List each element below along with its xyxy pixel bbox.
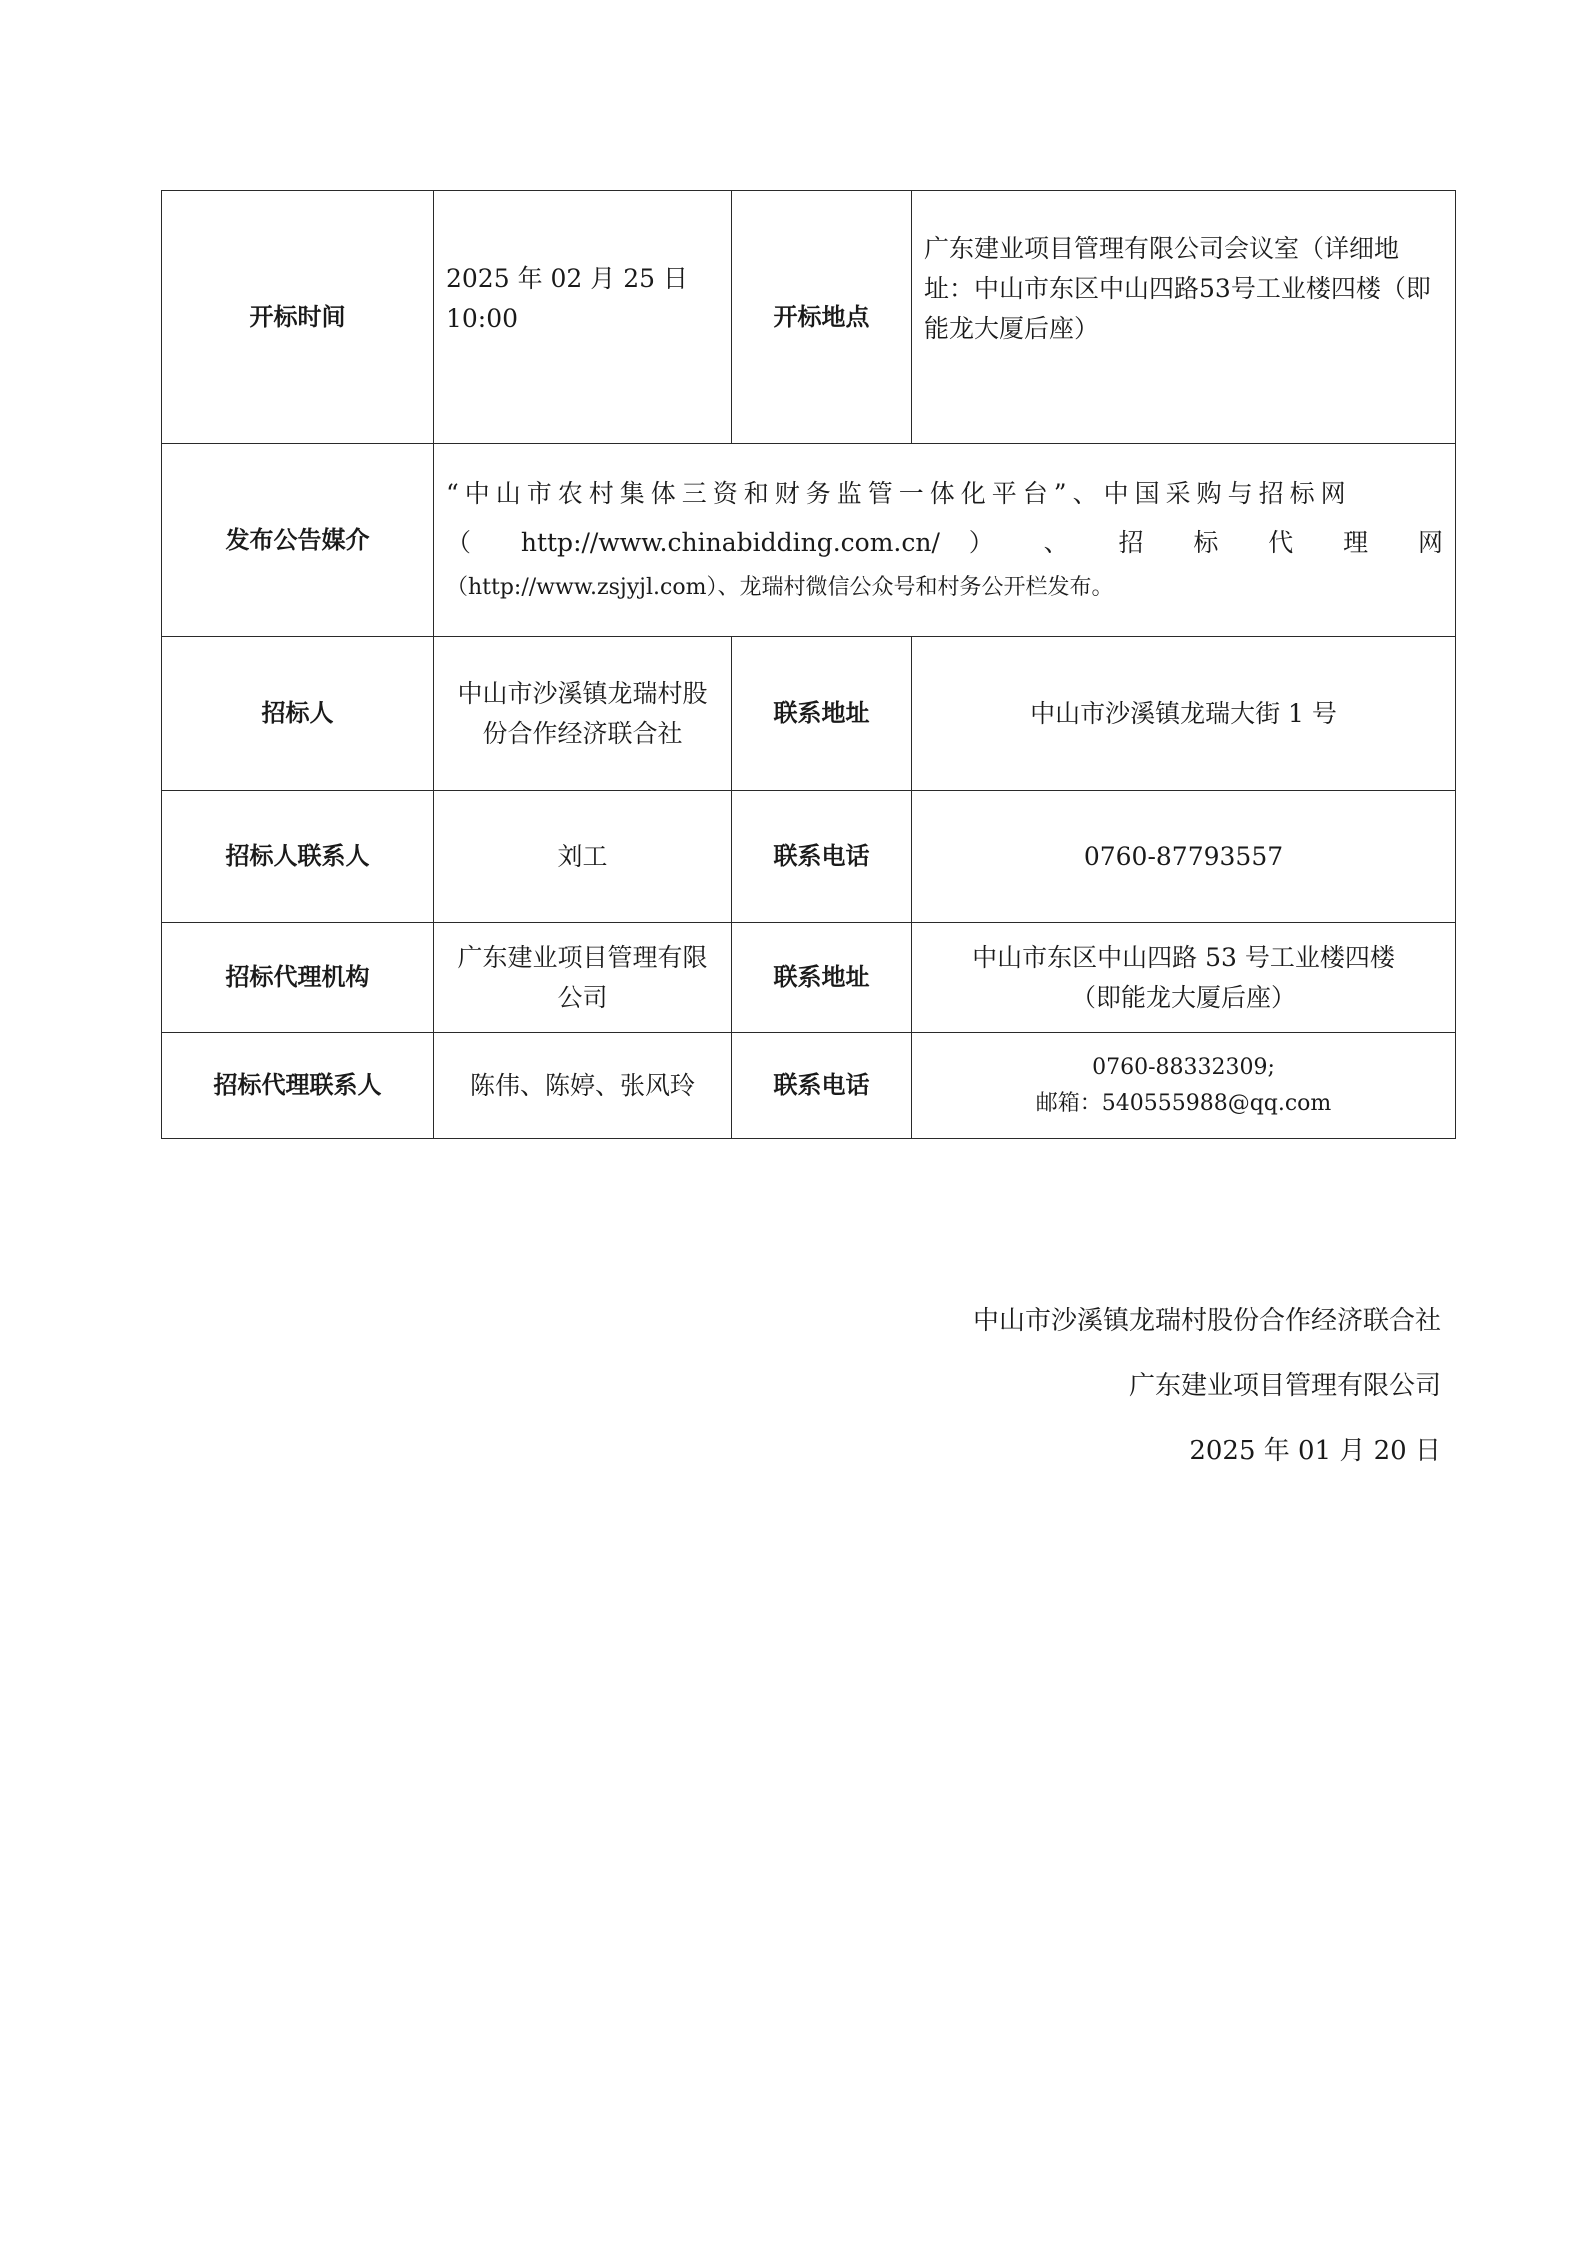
row-agency-contact [162, 1033, 1456, 1139]
agency-email: 邮箱：540555988@qq.com [1035, 1090, 1332, 1116]
agency-address-line2: （即能龙大厦后座） [1070, 982, 1296, 1012]
value-tenderer-phone: 0760-87793557 [912, 791, 1456, 923]
value-agency-phone [912, 1033, 1456, 1139]
label-tenderer-phone: 联系电话 [732, 791, 912, 923]
value-opening-place: 广东建业项目管理有限公司会议室（详细地址：中山市东区中山四路53号工业楼四楼（即能龙大厦后座） [912, 191, 1456, 444]
media-chinabidding: （ http://www.chinabidding.com.cn/ ） 、 招 标 代 理 网 [446, 527, 1443, 557]
opening-clock: 10:00 [446, 304, 519, 333]
agency-address-line1: 中山市东区中山四路 53 号工业楼四楼 [972, 942, 1395, 972]
agency-phone-number: 0760-88332309; [1092, 1055, 1275, 1081]
label-agency: 招标代理机构 [162, 923, 434, 1033]
signature-date: 2025 年 01 月 20 日 [1189, 1436, 1441, 1466]
label-media: 发布公告媒介 [162, 444, 434, 637]
value-tenderer: 中山市沙溪镇龙瑞村股份合作经济联合社 [434, 637, 732, 791]
media-platforms: “中山市农村集体三资和财务监管一体化平台”、中国采购与招标网 [446, 478, 1352, 508]
row-tenderer-contact [162, 791, 1456, 923]
row-opening [162, 191, 1456, 444]
signature-org-village: 中山市沙溪镇龙瑞村股份合作经济联合社 [972, 1306, 1441, 1336]
label-opening-time: 开标时间 [162, 191, 434, 444]
row-tenderer [162, 637, 1456, 791]
value-opening-time [434, 191, 732, 444]
label-tenderer: 招标人 [162, 637, 434, 791]
row-media [162, 444, 1456, 637]
label-opening-place: 开标地点 [732, 191, 912, 444]
value-agency-contact: 陈伟、陈婷、张风玲 [434, 1033, 732, 1139]
value-media [434, 444, 1456, 637]
value-tenderer-contact: 刘工 [434, 791, 732, 923]
label-tenderer-address: 联系地址 [732, 637, 912, 791]
media-zsjyjl: （http://www.zsjyjl.com）、龙瑞村微信公众号和村务公开栏发布。 [446, 575, 1114, 601]
signature-org-agency: 广东建业项目管理有限公司 [1128, 1371, 1441, 1401]
opening-date: 2025 年 02 月 25 日 [446, 264, 688, 293]
label-agency-address: 联系地址 [732, 923, 912, 1033]
value-agency-address [912, 923, 1456, 1033]
value-agency: 广东建业项目管理有限公司 [434, 923, 732, 1033]
label-agency-contact: 招标代理联系人 [162, 1033, 434, 1139]
value-tenderer-address: 中山市沙溪镇龙瑞大街 1 号 [912, 637, 1456, 791]
label-agency-phone: 联系电话 [732, 1033, 912, 1139]
tender-info-table [161, 190, 1456, 1139]
row-agency [162, 923, 1456, 1033]
label-tenderer-contact: 招标人联系人 [162, 791, 434, 923]
